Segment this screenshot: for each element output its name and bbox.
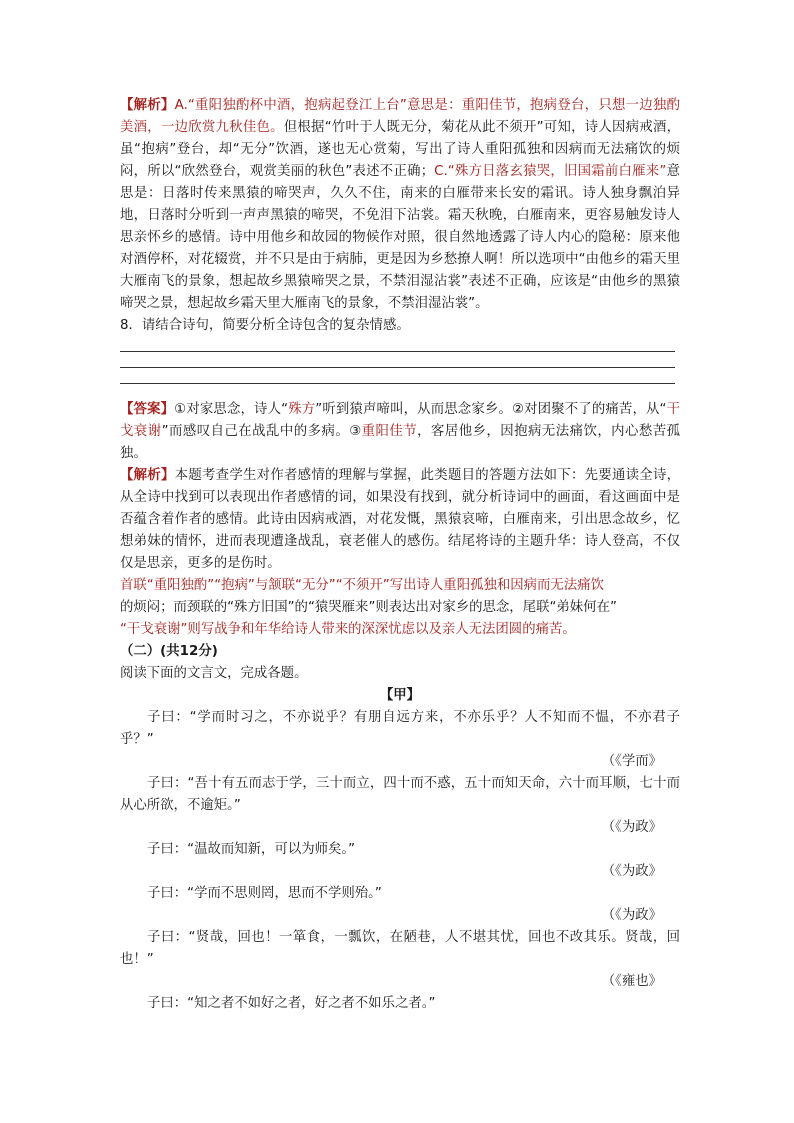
answer-part: ”听到猿声啼叫，从而思念家乡。②对团聚不了的痛苦，从“ bbox=[315, 402, 667, 417]
analysis-label: 【解析】 bbox=[120, 468, 175, 483]
analysis-paragraph-1 bbox=[120, 95, 680, 315]
quote-source: （《为政》 bbox=[601, 908, 662, 923]
section-heading: （二）(共12分) bbox=[120, 644, 218, 659]
quote-text: 子曰：“学而不思则罔，思而不学则殆。” bbox=[147, 886, 382, 901]
quote-text: 子曰：“贤哉，回也！一箪食，一瓢饮，在陋巷，人不堪其忧，回也不改其乐。贤哉，回也！” bbox=[120, 930, 680, 967]
answer-part: ”而感叹自己在战乱中的多病。③ bbox=[161, 424, 362, 439]
answer-highlight: 干戈衰谢 bbox=[120, 402, 681, 439]
analysis-summary-2: 的烦闷；而颈联的“殊方旧国”的“猿哭雁来”则表达出对家乡的思念，尾联“弟妹何在” bbox=[120, 600, 617, 615]
document-page bbox=[120, 95, 680, 1015]
answer-paragraph bbox=[120, 399, 680, 465]
quote-source: （《学而》 bbox=[601, 754, 662, 769]
quote-source: （《为政》 bbox=[601, 820, 662, 835]
answer-line-3[interactable] bbox=[120, 383, 675, 384]
quote-text: 子曰：“吾十有五而志于学，三十而立，四十而不惑，五十而知天命，六十而耳顺，七十而从心所欲，不逾矩。” bbox=[120, 776, 680, 813]
analysis-c-red: C.“殊方日落玄猿哭，旧国霜前白雁来” bbox=[434, 164, 667, 179]
section-instruction: 阅读下面的文言文，完成各题。 bbox=[120, 666, 308, 681]
analysis-label: 【解析】 bbox=[120, 98, 175, 113]
answer-line-1[interactable] bbox=[120, 351, 675, 352]
passage-label-jia: 【甲】 bbox=[379, 688, 421, 703]
analysis-summary-3: “干戈衰谢”则写战争和年华给诗人带来的深深忧虑以及亲人无法团圆的痛苦。 bbox=[120, 622, 576, 637]
answer-highlight: 殊方 bbox=[288, 402, 316, 417]
analysis-c-text: 意思是：日落时传来黑猿的啼哭声，久久不住，南来的白雁带来长安的霜讯。诗人独身飘泊异地，日落时分听到一声声黑猿的啼哭，不免泪下沾裳。霜天秋晚，白雁南来，更容易触发诗人思亲怀乡的感情。诗中用他乡和故园的物候作对照，很自然地透露了诗人内心的隐秘：原来他对酒停杯，对花辍赏，并不只是由于病肺，更是因为乡愁撩人啊！所以选项中“由他乡的霜天里大雁南飞的景象，想起故乡黑猿啼哭之景，不禁泪湿沾裳”表述不正确，应该是“由他乡的黑猿啼哭之景，想起故乡霜天里大雁南飞的景象，不禁泪湿沾裳”。 bbox=[120, 164, 681, 311]
answer-highlight: 重阳佳节 bbox=[361, 424, 418, 439]
analysis-a-text: 但根据“竹叶于人既无分，菊花从此不须开”可知，诗人因病戒酒，虽“抱病”登台，却“无分”饮酒，遂也无心赏菊，写出了诗人重阳孤独和因病而无法痛饮的烦闷，所以“欣然登台，观赏美丽的秋色”表述不正确； bbox=[120, 120, 681, 179]
answer-part: ，客居他乡，因抱病无法痛饮，内心愁苦孤独。 bbox=[120, 424, 681, 461]
analysis-summary-1: 首联“重阳独酌”“抱病”与颔联“无分”“不须开”写出诗人重阳孤独和因病而无法痛饮 bbox=[120, 578, 604, 593]
answer-line-2[interactable] bbox=[120, 367, 675, 368]
quote-source: （《为政》 bbox=[601, 864, 662, 879]
quote-text: 子曰：“温故而知新，可以为师矣。” bbox=[147, 842, 356, 857]
answer-part: ①对家思念，诗人“ bbox=[174, 402, 289, 417]
analysis-text: 本题考查学生对作者感情的理解与掌握，此类题目的答题方法如下：先要通读全诗，从全诗中找到可以表现出作者感情的词，如果没有找到，就分析诗词中的画面，看这画面中是否蕴含着作者的感情。此诗由因病戒酒，对花发慨，黑猿哀啼，白雁南来，引出思念故乡，忆想弟妹的情怀，进而表现遭逢战乱，衰老催人的感伤。结尾将诗的主题升华：诗人登高，不仅仅是思亲，更多的是伤时。 bbox=[120, 468, 681, 571]
quote-text: 子曰：“知之者不如好之者，好之者不如乐之者。” bbox=[147, 996, 436, 1011]
answer-label: 【答案】 bbox=[120, 402, 175, 417]
question-8: 8．请结合诗句，简要分析全诗包含的复杂情感。 bbox=[120, 318, 410, 333]
quote-source: （《雍也》 bbox=[601, 974, 662, 989]
quote-text: 子曰：“学而时习之，不亦说乎？有朋自远方来，不亦乐乎？人不知而不愠，不亦君子乎？” bbox=[120, 710, 680, 747]
analysis-paragraph-2 bbox=[120, 465, 680, 575]
analysis-a-red: A.“重阳独酌杯中酒，抱病起登江上台”意思是：重阳佳节，抱病登台，只想一边独酌美酒，一边欣赏九秋佳色。 bbox=[120, 98, 680, 135]
